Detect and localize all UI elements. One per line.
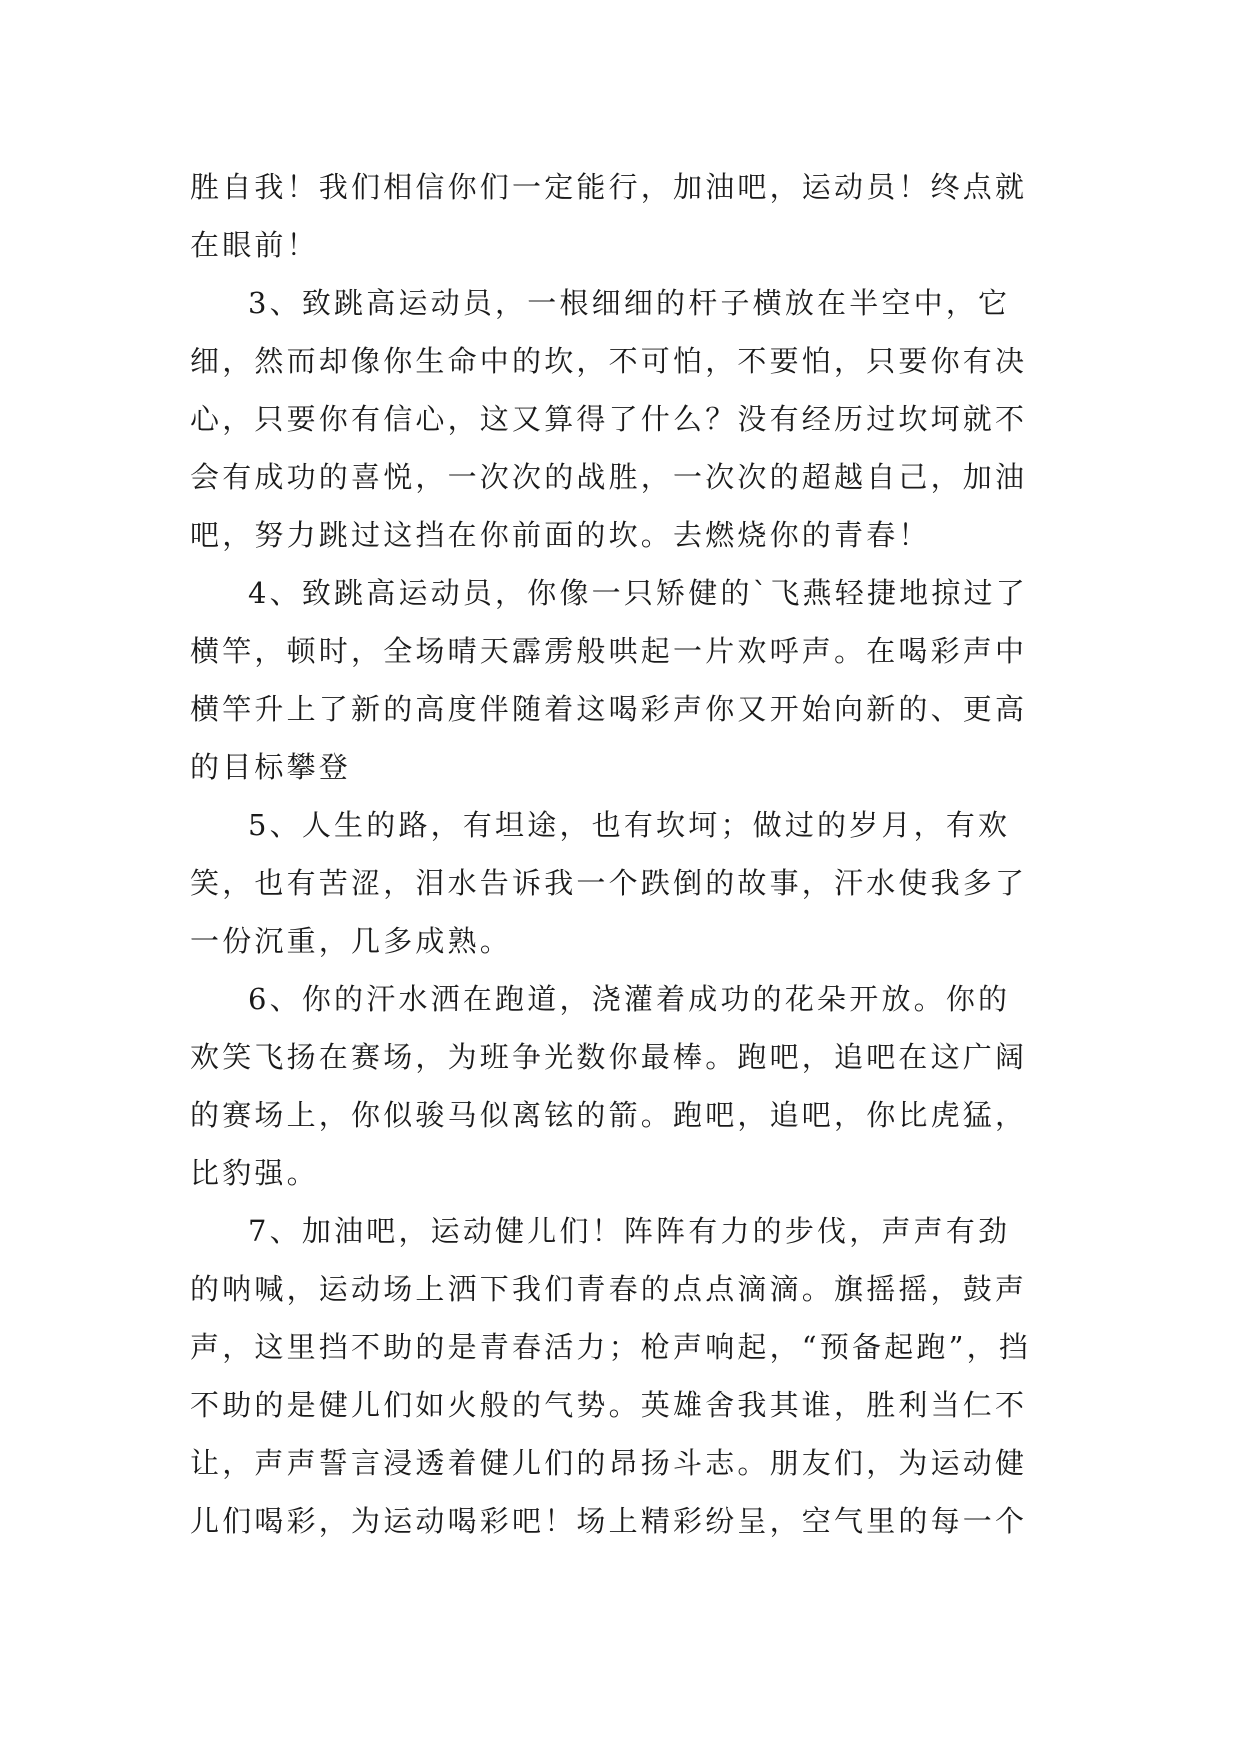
text-line: 笑，也有苦涩，泪水告诉我一个跌倒的故事，汗水使我多了: [190, 866, 1028, 900]
text-line: 一份沉重，几多成熟。: [190, 924, 513, 958]
text-line: 吧，努力跳过这挡在你前面的坎。去燃烧你的青春！: [190, 518, 931, 552]
paragraph-7: [190, 1202, 1052, 1550]
text-line: 心，只要你有信心，这又算得了什么？没有经历过坎坷就不: [190, 402, 1028, 436]
text-line: 的目标攀登: [190, 750, 352, 784]
text-line: 让，声声誓言浸透着健儿们的昂扬斗志。朋友们，为运动健: [190, 1446, 1028, 1480]
text-line: 的呐喊，运动场上洒下我们青春的点点滴滴。旗摇摇，鼓声: [190, 1272, 1028, 1306]
text-line: 的赛场上，你似骏马似离铉的箭。跑吧，追吧，你比虎猛，: [190, 1098, 1028, 1132]
paragraph-5: [190, 796, 1052, 970]
text-line: 横竿升上了新的高度伴随着这喝彩声你又开始向新的、更高: [190, 692, 1028, 726]
text-line: 不助的是健儿们如火般的气势。英雄舍我其谁，胜利当仁不: [190, 1388, 1028, 1422]
text-line: 3、致跳高运动员，一根细细的杆子横放在半空中，它: [248, 286, 1011, 320]
text-line: 在眼前！: [190, 228, 319, 262]
text-line: 比豹强。: [190, 1156, 319, 1190]
paragraph-3: [190, 274, 1052, 564]
text-line: 5、人生的路，有坦途，也有坎坷；做过的岁月，有欢: [248, 808, 1011, 842]
paragraph-6: [190, 970, 1052, 1202]
text-line: 4、致跳高运动员，你像一只矫健的`飞燕轻捷地掠过了: [248, 576, 1028, 610]
text-line: 欢笑飞扬在赛场，为班争光数你最棒。跑吧，追吧在这广阔: [190, 1040, 1028, 1074]
paragraph-4: [190, 564, 1052, 796]
text-line: 声，这里挡不助的是青春活力；枪声响起，“预备起跑”，挡: [190, 1330, 1032, 1364]
text-line: 7、加油吧，运动健儿们！阵阵有力的步伐，声声有劲: [248, 1214, 1011, 1248]
text-line: 儿们喝彩，为运动喝彩吧！场上精彩纷呈，空气里的每一个: [190, 1504, 1028, 1538]
text-line: 横竿，顿时，全场晴天霹雳般哄起一片欢呼声。在喝彩声中: [190, 634, 1028, 668]
paragraph-continuation: [190, 158, 1052, 274]
text-line: 会有成功的喜悦，一次次的战胜，一次次的超越自己，加油: [190, 460, 1028, 494]
text-line: 细，然而却像你生命中的坎，不可怕，不要怕，只要你有决: [190, 344, 1028, 378]
text-line: 胜自我！我们相信你们一定能行，加油吧，运动员！终点就: [190, 170, 1028, 204]
text-line: 6、你的汗水洒在跑道，浇灌着成功的花朵开放。你的: [248, 982, 1011, 1016]
document-body: [190, 158, 1052, 1550]
